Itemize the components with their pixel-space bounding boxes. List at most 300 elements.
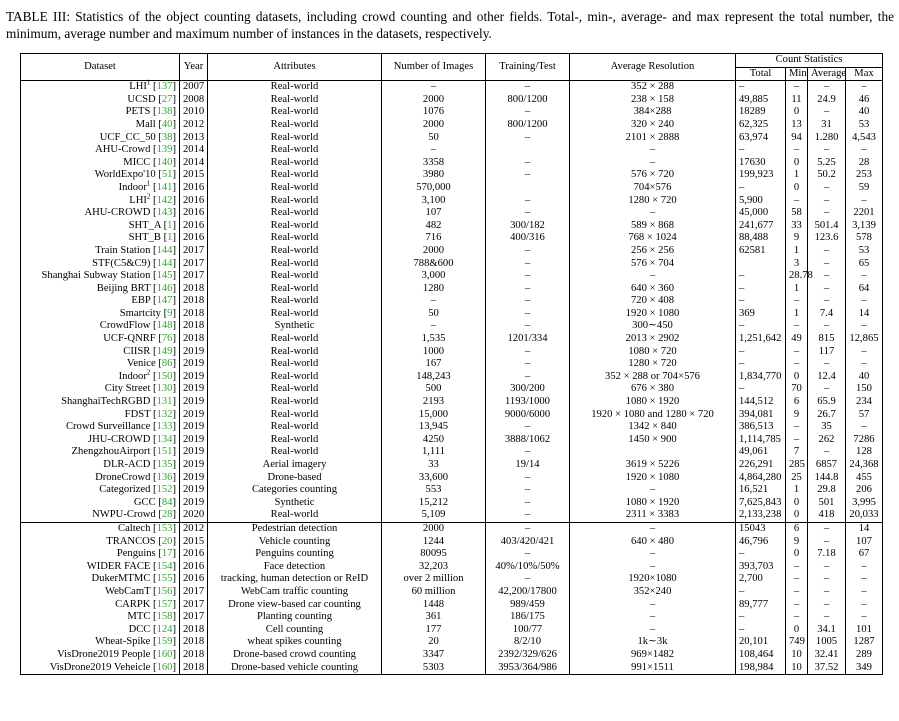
table-row (21, 106, 883, 119)
cell-average-resolution: 1342 × 840 (570, 421, 736, 434)
citation-link[interactable]: 132 (156, 408, 173, 420)
dataset-name: FDST (124, 408, 151, 420)
cell-attributes: Real-world (208, 446, 382, 459)
dataset-name: MICC (123, 156, 151, 168)
cell-total: 49,061 (736, 446, 786, 459)
cell-training-test: – (486, 509, 570, 522)
cell-dataset: Train Station [144] (21, 245, 180, 258)
cell-average: – (808, 536, 846, 549)
citation-link[interactable]: 20 (161, 535, 173, 547)
citation-link[interactable]: 147 (156, 295, 173, 307)
cell-year: 2016 (180, 232, 208, 245)
citation-link[interactable]: 124 (156, 623, 173, 635)
cell-average-resolution: 2311 × 3383 (570, 509, 736, 522)
cell-min: – (786, 611, 808, 624)
table-row (21, 409, 883, 422)
citation-link[interactable]: 156 (156, 585, 173, 597)
table-body (21, 78, 883, 675)
cell-average: 37.52 (808, 662, 846, 675)
dataset-name: CIISR (123, 345, 151, 357)
cell-max: – (846, 144, 883, 157)
cell-average: 117 (808, 346, 846, 359)
cell-max: 14 (846, 522, 883, 535)
cell-average: 7.4 (808, 308, 846, 321)
dataset-name: MTC (127, 611, 151, 623)
cell-min: 9 (786, 536, 808, 549)
cell-number-of-images: 60 million (382, 586, 486, 599)
cell-max: 1287 (846, 636, 883, 649)
cell-year: 2017 (180, 586, 208, 599)
dataset-name: PETS (125, 106, 151, 118)
cell-average: – (808, 283, 846, 296)
cell-dataset: SHT_A [1] (21, 220, 180, 233)
table-row (21, 459, 883, 472)
citation-link[interactable]: 131 (156, 396, 173, 408)
cell-max: – (846, 346, 883, 359)
cell-year: 2017 (180, 611, 208, 624)
table-row (21, 522, 883, 535)
cell-year: 2018 (180, 636, 208, 649)
table-row (21, 245, 883, 258)
cell-dataset: CARPK [157] (21, 599, 180, 612)
cell-dataset: VisDrone2019 People [160] (21, 649, 180, 662)
dataset-name: EBP (131, 295, 151, 307)
cell-average: 1005 (808, 636, 846, 649)
cell-max: – (846, 320, 883, 333)
header-count-statistics: Count Statistics (736, 54, 883, 68)
dataset-name: TRANCOS (106, 535, 156, 547)
cell-dataset: DukerMTMC [155] (21, 573, 180, 586)
cell-total: 226,291 (736, 459, 786, 472)
cell-attributes: Real-world (208, 132, 382, 145)
cell-min: – (786, 346, 808, 359)
cell-total: – (736, 81, 786, 94)
cell-number-of-images: 50 (382, 308, 486, 321)
cell-total: 144,512 (736, 396, 786, 409)
cell-max: 349 (846, 662, 883, 675)
cell-min: 9 (786, 409, 808, 422)
cell-average-resolution: – (570, 611, 736, 624)
cell-average: 35 (808, 421, 846, 434)
cell-average: 7.18 (808, 548, 846, 561)
cell-min: 6 (786, 396, 808, 409)
cell-average-resolution: 720 × 408 (570, 295, 736, 308)
citation-link[interactable]: 152 (156, 484, 173, 496)
citation-link[interactable]: 86 (161, 358, 173, 370)
cell-average: 1.280 (808, 132, 846, 145)
cell-min: 0 (786, 157, 808, 170)
cell-year: 2018 (180, 320, 208, 333)
citation-link[interactable]: 153 (156, 522, 173, 534)
cell-min: – (786, 586, 808, 599)
cell-average: – (808, 207, 846, 220)
cell-total: 62,325 (736, 119, 786, 132)
cell-attributes: Planting counting (208, 611, 382, 624)
cell-average-resolution: 1920 × 1080 (570, 472, 736, 485)
cell-average-resolution: 1080 × 720 (570, 346, 736, 359)
cell-number-of-images: 3358 (382, 157, 486, 170)
cell-training-test: – (486, 522, 570, 535)
table-row (21, 295, 883, 308)
citation-link[interactable]: 1 (167, 232, 173, 244)
cell-min: 11 (786, 94, 808, 107)
cell-average: 29.8 (808, 484, 846, 497)
cell-total: – (736, 346, 786, 359)
citation-link[interactable]: 144 (156, 257, 173, 269)
cell-year: 2019 (180, 409, 208, 422)
cell-total: 1,251,642 (736, 333, 786, 346)
cell-attributes: Real-world (208, 333, 382, 346)
citation-link[interactable]: 133 (156, 421, 173, 433)
citation-link[interactable]: 40 (161, 118, 173, 130)
cell-number-of-images: 33,600 (382, 472, 486, 485)
cell-attributes: Real-world (208, 245, 382, 258)
header-number-of-images: Number of Images (382, 54, 486, 81)
dataset-name: GCC (133, 496, 156, 508)
cell-year: 2019 (180, 358, 208, 371)
cell-attributes: tracking, human detection or ReID (208, 573, 382, 586)
cell-dataset: CIISR [149] (21, 346, 180, 359)
cell-average: 123.6 (808, 232, 846, 245)
cell-dataset: Indoor$^2$ [150] (21, 371, 180, 384)
cell-number-of-images: 5303 (382, 662, 486, 675)
citation-link[interactable]: 144 (156, 244, 173, 256)
citation-link[interactable]: 27 (161, 93, 173, 105)
cell-number-of-images: 1,111 (382, 446, 486, 459)
table-row (21, 144, 883, 157)
cell-attributes: Categories counting (208, 484, 382, 497)
cell-max: – (846, 270, 883, 283)
cell-attributes: Drone-based (208, 472, 382, 485)
citation-link[interactable]: 141 (156, 181, 173, 193)
cell-year: 2016 (180, 220, 208, 233)
cell-year: 2019 (180, 421, 208, 434)
cell-average: 501.4 (808, 220, 846, 233)
cell-total: – (736, 144, 786, 157)
cell-max: 67 (846, 548, 883, 561)
cell-average: – (808, 446, 846, 459)
cell-total: 108,464 (736, 649, 786, 662)
footnote-mark: 2 (146, 192, 151, 200)
dataset-name: LHI (129, 194, 147, 206)
cell-number-of-images: 1,535 (382, 333, 486, 346)
dataset-name: DCC (128, 623, 151, 635)
citation-link[interactable]: 150 (156, 370, 173, 382)
cell-training-test: 3953/364/986 (486, 662, 570, 675)
cell-year: 2016 (180, 548, 208, 561)
cell-average: 31 (808, 119, 846, 132)
table-row (21, 434, 883, 447)
dataset-name: Shanghai Subway Station (41, 270, 151, 282)
cell-attributes: Real-world (208, 258, 382, 271)
cell-max: 65 (846, 258, 883, 271)
cell-year: 2018 (180, 649, 208, 662)
dataset-name: CrowdFlow (99, 320, 151, 332)
cell-dataset: DLR-ACD [135] (21, 459, 180, 472)
cell-average: – (808, 182, 846, 195)
cell-average: 12.4 (808, 371, 846, 384)
cell-training-test: – (486, 169, 570, 182)
cell-attributes: Real-world (208, 220, 382, 233)
citation-link[interactable]: 9 (167, 307, 173, 319)
cell-attributes: Real-world (208, 308, 382, 321)
cell-min: 1 (786, 169, 808, 182)
cell-average: 26.7 (808, 409, 846, 422)
citation-link[interactable]: 135 (156, 459, 173, 470)
cell-average: 5.25 (808, 157, 846, 170)
dataset-name: Crowd Surveillance (65, 421, 151, 433)
cell-average-resolution: 640 × 360 (570, 283, 736, 296)
citation-link[interactable]: 158 (156, 611, 173, 623)
citation-link[interactable]: 140 (156, 156, 173, 168)
citation-link[interactable]: 142 (156, 194, 173, 206)
cell-dataset: DCC [124] (21, 624, 180, 637)
table-row (21, 586, 883, 599)
dataset-name: City Street (104, 383, 151, 395)
cell-dataset: Shanghai Subway Station [145] (21, 270, 180, 283)
cell-training-test: 3888/1062 (486, 434, 570, 447)
dataset-name: Indoor (118, 370, 147, 382)
table-row (21, 195, 883, 208)
dataset-name: DroneCrowd (95, 471, 151, 483)
table-caption: TABLE III: Statistics of the object counting datasets, including crowd counting and other fields. Total-, min-, average- and max represent the total number, the minimum, average number and maximum number of instances in the datasets, respectively. (6, 9, 894, 41)
cell-dataset: City Street [130] (21, 383, 180, 396)
cell-year: 2019 (180, 434, 208, 447)
cell-training-test: – (486, 421, 570, 434)
cell-dataset: AHU-CROWD [143] (21, 207, 180, 220)
cell-min: 1 (786, 283, 808, 296)
cell-number-of-images: 2000 (382, 119, 486, 132)
cell-number-of-images: 1076 (382, 106, 486, 119)
cell-min: – (786, 561, 808, 574)
dataset-name: Caltech (118, 522, 151, 534)
cell-year: 2015 (180, 536, 208, 549)
cell-max: 4,543 (846, 132, 883, 145)
cell-dataset: MTC [158] (21, 611, 180, 624)
citation-link[interactable]: 130 (156, 383, 173, 395)
table-row (21, 536, 883, 549)
cell-total: 89,777 (736, 599, 786, 612)
citation-link[interactable]: 159 (156, 636, 173, 648)
cell-min: – (786, 81, 808, 94)
cell-average-resolution: 589 × 868 (570, 220, 736, 233)
cell-max: – (846, 195, 883, 208)
header-max: Max (846, 67, 883, 81)
cell-average-resolution: 576 × 720 (570, 169, 736, 182)
cell-max: 59 (846, 182, 883, 195)
cell-number-of-images: 13,945 (382, 421, 486, 434)
cell-average-resolution: 352 × 288 (570, 81, 736, 94)
cell-attributes: Cell counting (208, 624, 382, 637)
cell-total: – (736, 270, 786, 283)
cell-min: 749 (786, 636, 808, 649)
cell-number-of-images: 570,000 (382, 182, 486, 195)
cell-average-resolution: 384×288 (570, 106, 736, 119)
cell-year: 2018 (180, 295, 208, 308)
cell-training-test: – (486, 195, 570, 208)
cell-average-resolution: 320 × 240 (570, 119, 736, 132)
cell-average-resolution: 3619 × 5226 (570, 459, 736, 472)
cell-total: – (736, 358, 786, 371)
cell-number-of-images: 50 (382, 132, 486, 145)
cell-year: 2019 (180, 383, 208, 396)
cell-attributes: Real-world (208, 182, 382, 195)
citation-link[interactable]: 38 (161, 131, 173, 143)
dataset-name: UCSD (127, 93, 156, 105)
citation-link[interactable]: 148 (156, 320, 173, 332)
cell-training-test: 42,200/17800 (486, 586, 570, 599)
cell-number-of-images: 4250 (382, 434, 486, 447)
cell-average-resolution: – (570, 522, 736, 535)
citation-link[interactable]: 160 (156, 648, 173, 660)
cell-average: – (808, 195, 846, 208)
cell-average-resolution: 768 × 1024 (570, 232, 736, 245)
citation-link[interactable]: 145 (156, 270, 173, 282)
citation-link[interactable]: 138 (156, 106, 173, 118)
cell-min: – (786, 358, 808, 371)
cell-min: 0 (786, 106, 808, 119)
cell-attributes: Real-world (208, 119, 382, 132)
citation-link[interactable]: 157 (156, 598, 173, 610)
cell-dataset: MICC [140] (21, 157, 180, 170)
cell-total (736, 258, 786, 271)
citation-link[interactable]: 151 (156, 446, 173, 458)
cell-attributes: Real-world (208, 434, 382, 447)
cell-max: 57 (846, 409, 883, 422)
table-row (21, 220, 883, 233)
citation-link[interactable]: 137 (156, 81, 173, 93)
cell-average-resolution: 256 × 256 (570, 245, 736, 258)
cell-min: 58 (786, 207, 808, 220)
citation-link[interactable]: 76 (161, 333, 173, 345)
citation-link[interactable]: 154 (156, 560, 173, 572)
cell-training-test: 186/175 (486, 611, 570, 624)
cell-max: – (846, 295, 883, 308)
cell-max: – (846, 81, 883, 94)
cell-total: 63,974 (736, 132, 786, 145)
cell-training-test: – (486, 573, 570, 586)
cell-min: 94 (786, 132, 808, 145)
cell-training-test: – (486, 81, 570, 94)
cell-average-resolution: 576 × 704 (570, 258, 736, 271)
table-row (21, 611, 883, 624)
cell-min: 0 (786, 509, 808, 522)
cell-total: 386,513 (736, 421, 786, 434)
cell-min: – (786, 295, 808, 308)
cell-year: 2019 (180, 472, 208, 485)
cell-training-test: 100/77 (486, 624, 570, 637)
cell-dataset: ZhengzhouAirport [151] (21, 446, 180, 459)
cell-average: 50.2 (808, 169, 846, 182)
dataset-name: DukerMTMC (91, 573, 151, 585)
cell-number-of-images: 716 (382, 232, 486, 245)
citation-link[interactable]: 149 (156, 345, 173, 357)
cell-total: 46,796 (736, 536, 786, 549)
footnote-mark: 1 (146, 179, 151, 188)
cell-average-resolution: 1450 × 900 (570, 434, 736, 447)
cell-training-test: 800/1200 (486, 119, 570, 132)
citation-link[interactable]: 17 (161, 548, 173, 560)
cell-training-test: – (486, 283, 570, 296)
dataset-name: Smartcity (119, 307, 161, 319)
citation-link[interactable]: 160 (156, 661, 173, 673)
cell-total: 45,000 (736, 207, 786, 220)
cell-attributes: Penguins counting (208, 548, 382, 561)
table-row (21, 258, 883, 271)
cell-year: 2019 (180, 346, 208, 359)
citation-link[interactable]: 146 (156, 282, 173, 294)
header-attributes: Attributes (208, 54, 382, 81)
table-row (21, 497, 883, 510)
cell-min: – (786, 573, 808, 586)
cell-number-of-images: – (382, 320, 486, 333)
cell-min: – (786, 434, 808, 447)
cell-total: 1,114,785 (736, 434, 786, 447)
cell-dataset: DroneCrowd [136] (21, 472, 180, 485)
cell-average: – (808, 522, 846, 535)
citation-link[interactable]: 51 (161, 169, 173, 181)
citation-link[interactable]: 143 (156, 207, 173, 219)
table-row (21, 421, 883, 434)
citation-link[interactable]: 1 (167, 219, 173, 231)
citation-link[interactable]: 155 (156, 573, 173, 585)
dataset-name: WIDER FACE (86, 560, 151, 572)
cell-dataset: Beijing BRT [146] (21, 283, 180, 296)
cell-training-test: – (486, 157, 570, 170)
cell-min: – (786, 144, 808, 157)
cell-number-of-images: 80095 (382, 548, 486, 561)
cell-dataset: SHT_B [1] (21, 232, 180, 245)
cell-average: 815 (808, 333, 846, 346)
cell-attributes: Drone view-based car counting (208, 599, 382, 612)
cell-attributes: Vehicle counting (208, 536, 382, 549)
cell-year: 2008 (180, 94, 208, 107)
cell-dataset: VisDrone2019 Veheicle [160] (21, 662, 180, 675)
cell-max: – (846, 421, 883, 434)
table-row (21, 308, 883, 321)
cell-max: 234 (846, 396, 883, 409)
cell-training-test: – (486, 308, 570, 321)
citation-link[interactable]: 136 (156, 471, 173, 483)
cell-average-resolution: – (570, 561, 736, 574)
cell-average-resolution: – (570, 144, 736, 157)
cell-year: 2010 (180, 106, 208, 119)
cell-total: 4,864,280 (736, 472, 786, 485)
cell-total: 20,101 (736, 636, 786, 649)
cell-max: 128 (846, 446, 883, 459)
citation-link[interactable]: 134 (156, 433, 173, 445)
cell-max: 53 (846, 119, 883, 132)
cell-number-of-images: 177 (382, 624, 486, 637)
cell-average: – (808, 295, 846, 308)
cell-year: 2018 (180, 662, 208, 675)
cell-number-of-images: 15,000 (382, 409, 486, 422)
dataset-name: Indoor (118, 181, 147, 193)
citation-link[interactable]: 139 (156, 144, 173, 156)
citation-link[interactable]: 28 (161, 509, 173, 521)
table-row (21, 283, 883, 296)
dataset-name: VisDrone2019 People (57, 648, 151, 660)
cell-total: 241,677 (736, 220, 786, 233)
citation-link[interactable]: 84 (161, 496, 173, 508)
cell-average-resolution: 352 × 288 or 704×576 (570, 371, 736, 384)
cell-dataset: STF(C5&C9) [144] (21, 258, 180, 271)
cell-average: 32.41 (808, 649, 846, 662)
cell-training-test: – (486, 320, 570, 333)
cell-attributes: Real-world (208, 106, 382, 119)
cell-total: 2,133,238 (736, 509, 786, 522)
cell-average-resolution: 1920×1080 (570, 573, 736, 586)
